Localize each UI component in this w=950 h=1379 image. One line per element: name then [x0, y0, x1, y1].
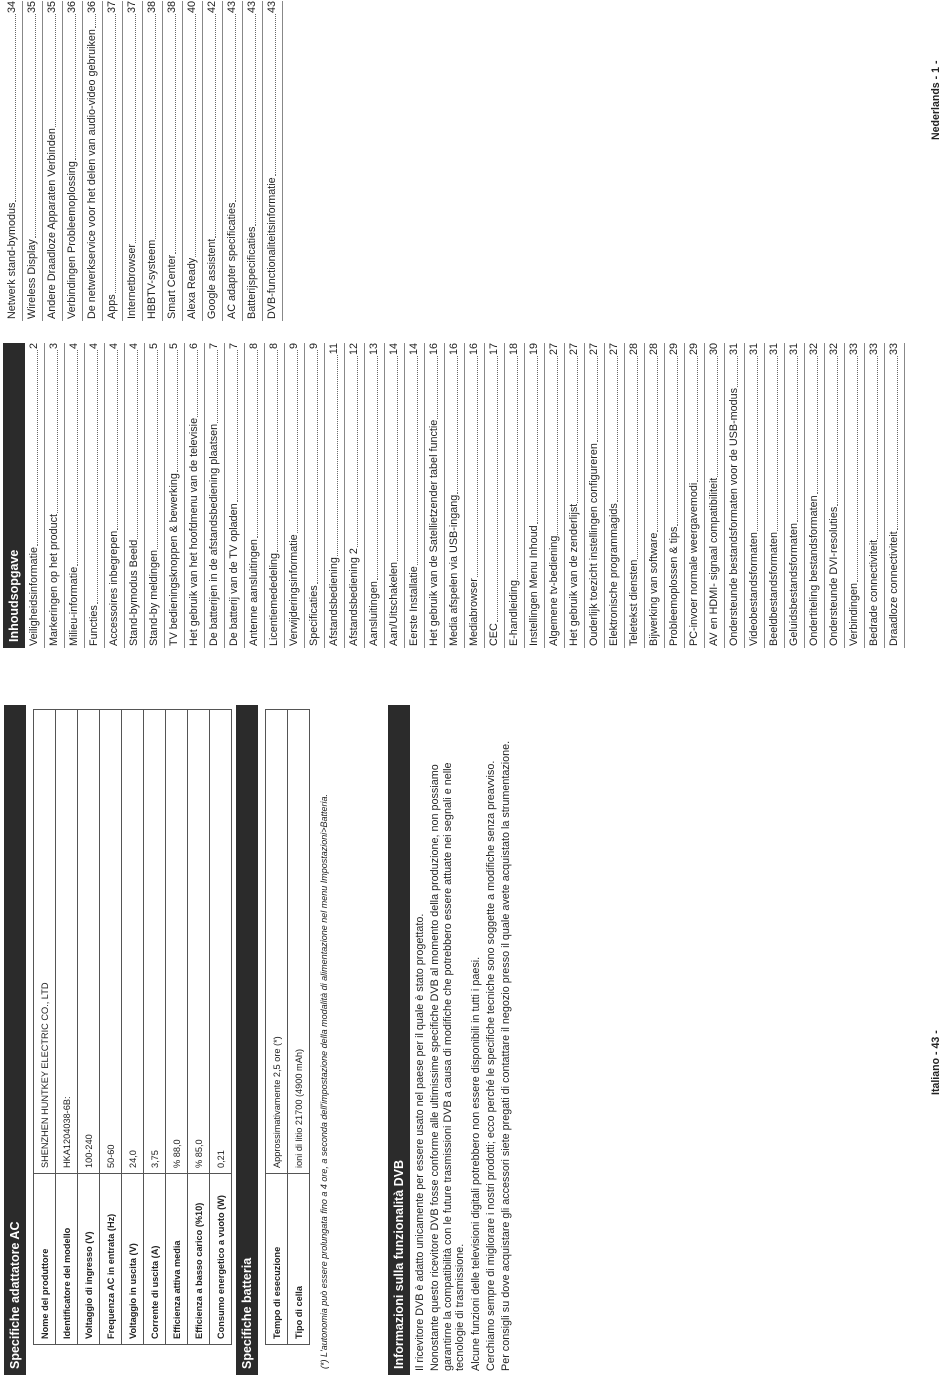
- toc-entry[interactable]: [685, 343, 705, 648]
- toc-entry-title: TV bedieningsknoppen & bewerking: [168, 473, 180, 646]
- toc-entry-page: 8: [248, 343, 260, 350]
- toc-leader-dots: [57, 350, 58, 513]
- toc-entry-title: Licentiemededeling: [268, 552, 280, 646]
- toc-entry[interactable]: [145, 343, 165, 648]
- toc-entry-title: Antenne aansluitingen: [248, 539, 260, 646]
- toc-entry-page: 38: [146, 1, 158, 14]
- italian-page-folio: Italiano - 43 -: [930, 1030, 942, 1095]
- toc-leader-dots: [175, 14, 176, 254]
- toc-entry[interactable]: [285, 343, 305, 648]
- toc-leader-dots: [737, 356, 738, 387]
- toc-entry-page: 13: [368, 343, 380, 356]
- toc-entry-title: HBBTV-systeem: [146, 239, 158, 319]
- toc-entry-title: Wireless Display: [26, 239, 38, 319]
- toc-leader-dots: [255, 14, 256, 226]
- toc-entry-title: AV en HDMI- signaal compatibiliteit: [708, 477, 720, 646]
- toc-leader-dots: [637, 356, 638, 559]
- toc-entry[interactable]: [183, 1, 203, 321]
- toc-entry[interactable]: [43, 1, 63, 321]
- toc-leader-dots: [477, 356, 478, 577]
- toc-leader-dots: [657, 356, 658, 532]
- toc-title: Inhoudsopgave: [3, 343, 25, 648]
- toc-entry-page: 7: [208, 343, 220, 350]
- toc-entry-title: Smart Center: [166, 254, 178, 319]
- toc-entry-title: Draadloze connectiviteit: [888, 531, 900, 646]
- toc-leader-dots: [577, 356, 578, 503]
- dvb-info-section: [388, 705, 516, 1375]
- toc-entry-title: Mediabrowser: [468, 578, 480, 646]
- toc-entry-title: De netwerkservice voor het delen van audio-video gebruiken: [86, 29, 98, 319]
- spec-row: [266, 710, 288, 1345]
- toc-leader-dots: [275, 14, 276, 176]
- toc-entry-page: 14: [408, 343, 420, 356]
- toc-leader-dots: [195, 14, 196, 257]
- toc-leader-dots: [117, 350, 118, 530]
- toc-entry-page: 8: [268, 343, 280, 350]
- dvb-paragraph: Per consigli su dove acquistare gli accessori siete pregati di contattare il negozio presso il quale avete acquistato la strumentazione.: [500, 740, 513, 1371]
- toc-entry[interactable]: [785, 343, 805, 648]
- toc-entry-page: 5: [148, 343, 160, 350]
- spec-value: 24,0: [122, 710, 144, 1174]
- toc-entry[interactable]: [865, 343, 885, 648]
- spec-label: Identificatore del modello: [56, 1174, 78, 1345]
- ac-adapter-section: [4, 705, 232, 1375]
- toc-leader-dots: [257, 350, 258, 538]
- toc-entry-page: 4: [88, 343, 100, 350]
- toc-entry[interactable]: [203, 1, 223, 321]
- toc-leader-dots: [517, 356, 518, 579]
- toc-leader-dots: [717, 356, 718, 477]
- toc-entry-page: 31: [748, 343, 760, 356]
- toc-leader-dots: [557, 356, 558, 535]
- toc-entry-title: Verbindingen Probleemoplossing: [66, 161, 78, 319]
- toc-leader-dots: [397, 356, 398, 561]
- toc-entry[interactable]: [505, 343, 525, 648]
- toc-leader-dots: [317, 350, 318, 584]
- toc-entry-title: Het gebruik van het hoofdmenu van de televisie: [188, 417, 200, 646]
- spec-label: Nome del produttore: [34, 1174, 56, 1345]
- toc-entry[interactable]: [243, 1, 263, 321]
- toc-entry-page: 7: [228, 343, 240, 350]
- toc-entry-page: 17: [488, 343, 500, 356]
- toc-entry-page: 4: [108, 343, 120, 350]
- toc-entry-page: 36: [86, 1, 98, 14]
- toc-entry-title: Apps: [106, 294, 118, 319]
- spec-label: Corrente di uscita (A): [144, 1174, 166, 1345]
- toc-entry-page: 43: [226, 1, 238, 14]
- dvb-paragraph: Alcune funzioni delle televisioni digitali potrebbero non essere disponibili in tutti i paesi.: [469, 956, 482, 1371]
- spec-value: % 88,0: [166, 710, 188, 1174]
- toc-entry-page: 38: [166, 1, 178, 14]
- battery-footnote: (*) L'autonomia può essere prolungata fino a 4 ore, a seconda dell'impostazione della modalità di alimentazione nel menu Impostazioni>Batteria.: [319, 793, 329, 1369]
- toc-entry-title: Bijwerking van software: [648, 532, 660, 646]
- toc-entry[interactable]: [545, 343, 565, 648]
- toc-entry[interactable]: [665, 343, 685, 648]
- battery-spec-table: [265, 709, 310, 1345]
- spec-row: [34, 710, 56, 1345]
- toc-entry-title: CEC: [488, 623, 500, 646]
- toc-entry-page: 31: [788, 343, 800, 356]
- toc-entry[interactable]: [445, 343, 465, 648]
- toc-entry-title: Accessoires inbegrepen: [108, 530, 120, 646]
- toc-entry-title: Probleemoplossen & tips: [668, 526, 680, 646]
- toc-entry-title: Teletekst diensten: [628, 559, 640, 646]
- toc-leader-dots: [177, 350, 178, 472]
- toc-leader-dots: [497, 356, 498, 622]
- toc-entry-page: 31: [768, 343, 780, 356]
- toc-entry-page: 16: [468, 343, 480, 356]
- toc-entry-page: 9: [288, 343, 300, 350]
- toc-entry-title: De batterijen in de afstandsbediening plaatsen: [208, 423, 220, 646]
- toc-entry[interactable]: [385, 343, 405, 648]
- toc-entry-page: 37: [126, 1, 138, 14]
- toc-entry-page: 42: [206, 1, 218, 14]
- battery-section-title: Specifiche batteria: [236, 705, 258, 1375]
- toc-entry-title: Het gebruik van de zenderlijst: [568, 503, 580, 646]
- toc-entry-title: Het gebruik van de Satellietzender tabel functie: [428, 419, 440, 646]
- toc-entry[interactable]: [265, 343, 285, 648]
- toc-entry-page: 18: [508, 343, 520, 356]
- toc-entry-page: 2: [28, 343, 40, 350]
- toc-leader-dots: [15, 14, 16, 202]
- toc-entry-page: 35: [26, 1, 38, 14]
- toc-leader-dots: [235, 14, 236, 202]
- toc-entry-title: Ondersteunde bestandsformaten voor de USB-modus: [728, 387, 740, 646]
- toc-entry-title: Ondertiteling bestandsformaten: [808, 495, 820, 646]
- toc-entry-title: Afstandsbediening 2: [348, 548, 360, 646]
- toc-leader-dots: [135, 14, 136, 243]
- dvb-paragraph: Nonostante questo ricevitore DVB fosse conforme alle ultimissime specifiche DVB al momento della produzione, non possiamo garantirne la compatibilità con le future trasmissioni DVB a causa di modifiche che potrebbero essere attuate nei segnali e nelle tecnologie di trasmissione.: [429, 762, 467, 1371]
- toc-leader-dots: [277, 350, 278, 552]
- spec-value: 50-60: [100, 710, 122, 1174]
- toc-entry[interactable]: [745, 343, 765, 648]
- toc-leader-dots: [337, 355, 338, 556]
- toc-entry-page: 14: [388, 343, 400, 356]
- toc-leader-dots: [457, 356, 458, 494]
- toc-entry-page: 3: [48, 343, 60, 350]
- toc-entry[interactable]: [105, 343, 125, 648]
- spec-label: Voltaggio di ingresso (V): [78, 1174, 100, 1345]
- toc-entry-page: 16: [428, 343, 440, 356]
- toc-entry-page: 30: [708, 343, 720, 356]
- toc-leader-dots: [817, 356, 818, 494]
- toc-entry-page: 33: [848, 343, 860, 356]
- toc-leader-dots: [417, 356, 418, 565]
- toc-entry[interactable]: [143, 1, 163, 321]
- toc-entry[interactable]: [3, 1, 23, 321]
- toc-entry-title: Media afspelen via USB-ingang: [448, 494, 460, 646]
- toc-entry-title: Stand-by meldingen: [148, 549, 160, 646]
- toc-leader-dots: [877, 356, 878, 539]
- dvb-paragraphs: [414, 705, 513, 1375]
- toc-leader-dots: [137, 350, 138, 539]
- dutch-page-folio: Nederlands - 1 -: [930, 60, 942, 140]
- toc-entry-page: 32: [808, 343, 820, 356]
- toc-entry-title: Videobestandsformaten: [748, 532, 760, 646]
- toc-entry-title: Aan/Uitschakelen: [388, 561, 400, 646]
- battery-section: [236, 705, 331, 1375]
- spec-value: % 85,0: [188, 710, 210, 1174]
- toc-leader-dots: [597, 356, 598, 442]
- toc-entry[interactable]: [525, 343, 545, 648]
- toc-leader-dots: [677, 356, 678, 526]
- toc-entry-title: Veiligheidsinformatie: [28, 546, 40, 646]
- toc-entry[interactable]: [223, 1, 243, 321]
- toc-leader-dots: [537, 356, 538, 524]
- spec-row: [144, 710, 166, 1345]
- toc-entry-title: Netwerk stand-bymodus: [6, 202, 18, 319]
- toc-leader-dots: [77, 350, 78, 566]
- toc-entry-page: 29: [668, 343, 680, 356]
- toc-leader-dots: [95, 14, 96, 28]
- toc-entry-page: 31: [728, 343, 740, 356]
- toc-entry[interactable]: [125, 343, 145, 648]
- toc-list-1: [25, 343, 905, 648]
- toc-entry-title: Specificaties: [308, 585, 320, 646]
- toc-entry-page: 34: [6, 1, 18, 14]
- toc-leader-dots: [157, 350, 158, 549]
- toc-entry-page: 37: [106, 1, 118, 14]
- toc-entry[interactable]: [705, 343, 725, 648]
- toc-leader-dots: [297, 350, 298, 533]
- toc-entry[interactable]: [103, 1, 123, 321]
- toc-leader-dots: [697, 356, 698, 482]
- toc-entry-title: DVB-functionaliteitsinformatie: [266, 177, 278, 319]
- toc-entry[interactable]: [805, 343, 825, 648]
- toc-entry-page: 29: [688, 343, 700, 356]
- toc-list-2: [3, 1, 283, 321]
- toc-entry-title: Batterijspecificaties: [246, 226, 258, 319]
- toc-entry-page: 4: [128, 343, 140, 350]
- spec-row: [56, 710, 78, 1345]
- toc-entry-title: De batterij van de TV opladen: [228, 503, 240, 646]
- toc-entry[interactable]: [325, 343, 345, 648]
- toc-column-2: [3, 1, 283, 321]
- toc-entry-page: 9: [308, 343, 320, 350]
- toc-leader-dots: [75, 14, 76, 160]
- toc-entry[interactable]: [765, 343, 785, 648]
- toc-leader-dots: [897, 356, 898, 530]
- toc-entry[interactable]: [465, 343, 485, 648]
- toc-entry-title: Aansluitingen: [368, 581, 380, 646]
- spec-label: Efficienza attiva media: [166, 1174, 188, 1345]
- ac-section-title: Specifiche adattatore AC: [4, 705, 26, 1375]
- toc-entry[interactable]: [485, 343, 505, 648]
- toc-entry-title: Verbindingen: [848, 582, 860, 646]
- spec-row: [210, 710, 232, 1345]
- toc-entry[interactable]: [225, 343, 245, 648]
- toc-entry[interactable]: [305, 343, 325, 648]
- spec-label: Frequenza AC in entrata (Hz): [100, 1174, 122, 1345]
- toc-entry-page: 5: [168, 343, 180, 350]
- toc-entry-title: Beeldbestandsformaten: [768, 531, 780, 646]
- spec-label: Tipo di cella: [288, 1174, 310, 1345]
- toc-entry[interactable]: [245, 343, 265, 648]
- toc-leader-dots: [55, 14, 56, 127]
- toc-leader-dots: [215, 14, 216, 238]
- toc-entry-title: Afstandsbediening: [328, 557, 340, 646]
- spec-value: 3,75: [144, 710, 166, 1174]
- toc-entry-page: 28: [648, 343, 660, 356]
- toc-entry-title: Functies: [88, 605, 100, 646]
- toc-entry-page: 27: [568, 343, 580, 356]
- toc-entry[interactable]: [45, 343, 65, 648]
- toc-entry[interactable]: [23, 1, 43, 321]
- toc-entry[interactable]: [263, 1, 283, 321]
- toc-entry-page: 4: [68, 343, 80, 350]
- toc-entry[interactable]: [163, 1, 183, 321]
- spec-label: Voltaggio in uscita (V): [122, 1174, 144, 1345]
- toc-leader-dots: [97, 350, 98, 604]
- toc-leader-dots: [155, 14, 156, 239]
- toc-entry-page: 27: [588, 343, 600, 356]
- toc-entry[interactable]: [565, 343, 585, 648]
- toc-entry-title: Bedrade connectiviteit: [868, 539, 880, 646]
- toc-leader-dots: [37, 350, 38, 546]
- toc-entry-page: 40: [186, 1, 198, 14]
- spec-row: [100, 710, 122, 1345]
- ac-spec-table: [33, 709, 232, 1345]
- toc-entry-page: 6: [188, 343, 200, 350]
- spec-row: [288, 710, 310, 1345]
- toc-entry-page: 19: [528, 343, 540, 356]
- toc-entry[interactable]: [405, 343, 425, 648]
- toc-entry[interactable]: [725, 343, 745, 648]
- spec-row: [166, 710, 188, 1345]
- toc-entry-title: Stand-bymodus Beeld: [128, 539, 140, 646]
- spec-value: ioni di litio 21700 (4900 mAh): [288, 710, 310, 1174]
- toc-entry-title: E-handleiding: [508, 579, 520, 646]
- toc-entry-page: 33: [868, 343, 880, 356]
- toc-entry-page: 28: [628, 343, 640, 356]
- toc-entry-title: Google assistent: [206, 238, 218, 319]
- toc-entry-page: 43: [266, 1, 278, 14]
- toc-entry-page: 36: [66, 1, 78, 14]
- toc-entry-title: Eerste Installatie: [408, 566, 420, 646]
- toc-entry-page: 12: [348, 343, 360, 356]
- toc-entry[interactable]: [85, 343, 105, 648]
- toc-entry[interactable]: [885, 343, 905, 648]
- toc-entry-title: Algemene tv-bediening: [548, 535, 560, 646]
- toc-entry-title: Geluidsbestandsformaten: [788, 522, 800, 646]
- toc-entry-title: Elektronische programmagids: [608, 503, 620, 646]
- toc-leader-dots: [797, 356, 798, 522]
- toc-entry[interactable]: [65, 343, 85, 648]
- toc-entry-title: Instellingen Menu Inhoud: [528, 525, 540, 646]
- toc-entry-title: Markeringen op het product: [48, 513, 60, 646]
- spec-value: 100-240: [78, 710, 100, 1174]
- dvb-paragraph: Cerchiamo sempre di migliorare i nostri prodotti; ecco perché le specifiche tecniche sono soggette a modifiche senza preavviso.: [485, 760, 498, 1371]
- toc-entry[interactable]: [825, 343, 845, 648]
- toc-entry-title: AC adapter specificaties: [226, 202, 238, 319]
- toc-entry[interactable]: [165, 343, 185, 648]
- toc-leader-dots: [377, 356, 378, 580]
- toc-entry[interactable]: [645, 343, 665, 648]
- toc-entry-title: Ouderlijk toezicht instellingen configureren: [588, 443, 600, 646]
- toc-leader-dots: [757, 356, 758, 531]
- toc-leader-dots: [857, 356, 858, 582]
- toc-entry[interactable]: [205, 343, 225, 648]
- toc-entry-title: Milieu-informatie: [68, 566, 80, 646]
- toc-entry[interactable]: [63, 1, 83, 321]
- toc-entry[interactable]: [83, 1, 103, 321]
- toc-leader-dots: [437, 356, 438, 419]
- spec-row: [188, 710, 210, 1345]
- toc-entry[interactable]: [365, 343, 385, 648]
- toc-entry-title: Internetbrowser: [126, 243, 138, 319]
- toc-entry[interactable]: [25, 343, 45, 648]
- spec-value: 0,21: [210, 710, 232, 1174]
- toc-entry[interactable]: [625, 343, 645, 648]
- toc-leader-dots: [777, 356, 778, 531]
- toc-entry-title: Ondersteunde DVI-resoluties: [828, 506, 840, 646]
- spec-row: [122, 710, 144, 1345]
- toc-entry[interactable]: [345, 343, 365, 648]
- toc-entry[interactable]: [185, 343, 205, 648]
- toc-entry-page: 16: [448, 343, 460, 356]
- toc-leader-dots: [617, 356, 618, 502]
- toc-entry-title: Andere Draadloze Apparaten Verbinden: [46, 128, 58, 319]
- toc-leader-dots: [35, 14, 36, 238]
- toc-entry[interactable]: [425, 343, 445, 648]
- toc-entry-title: Verwijderingsinformatie: [288, 534, 300, 646]
- spec-value: HKA1204038-6B:: [56, 710, 78, 1174]
- toc-entry[interactable]: [123, 1, 143, 321]
- toc-entry-page: 27: [608, 343, 620, 356]
- toc-entry-title: Alexa Ready: [186, 257, 198, 319]
- spec-row: [78, 710, 100, 1345]
- toc-leader-dots: [115, 14, 116, 293]
- toc-entry-page: 11: [328, 343, 340, 355]
- spec-label: Efficienza a basso carico (%10): [188, 1174, 210, 1345]
- toc-entry-page: 33: [888, 343, 900, 356]
- toc-leader-dots: [197, 350, 198, 417]
- toc-leader-dots: [237, 350, 238, 502]
- dvb-paragraph: Il ricevitore DVB è adatto unicamente per essere usato nel paese per il quale è stato progettato.: [414, 913, 426, 1371]
- spec-value: Approssimativamente 2,5 ore (*): [266, 710, 288, 1174]
- dvb-section-title: Informazioni sulla funzionalità DVB: [388, 705, 410, 1375]
- toc-leader-dots: [357, 356, 358, 547]
- toc-entry[interactable]: [605, 343, 625, 648]
- toc-leader-dots: [837, 356, 838, 506]
- toc-entry-page: 35: [46, 1, 58, 14]
- toc-entry[interactable]: [585, 343, 605, 648]
- toc-entry-page: 43: [246, 1, 258, 14]
- toc-entry-page: 27: [548, 343, 560, 356]
- toc-leader-dots: [217, 350, 218, 423]
- toc-column-1: [3, 343, 905, 648]
- spec-value: SHENZHEN HUNTKEY ELECTRIC CO., LTD: [34, 710, 56, 1174]
- toc-entry-page: 32: [828, 343, 840, 356]
- toc-entry[interactable]: [845, 343, 865, 648]
- spec-label: Consumo energetico a vuoto (W): [210, 1174, 232, 1345]
- spec-label: Tempo di esecuzione: [266, 1174, 288, 1345]
- toc-entry-title: PC-invoer normale weergavemodi: [688, 482, 700, 646]
